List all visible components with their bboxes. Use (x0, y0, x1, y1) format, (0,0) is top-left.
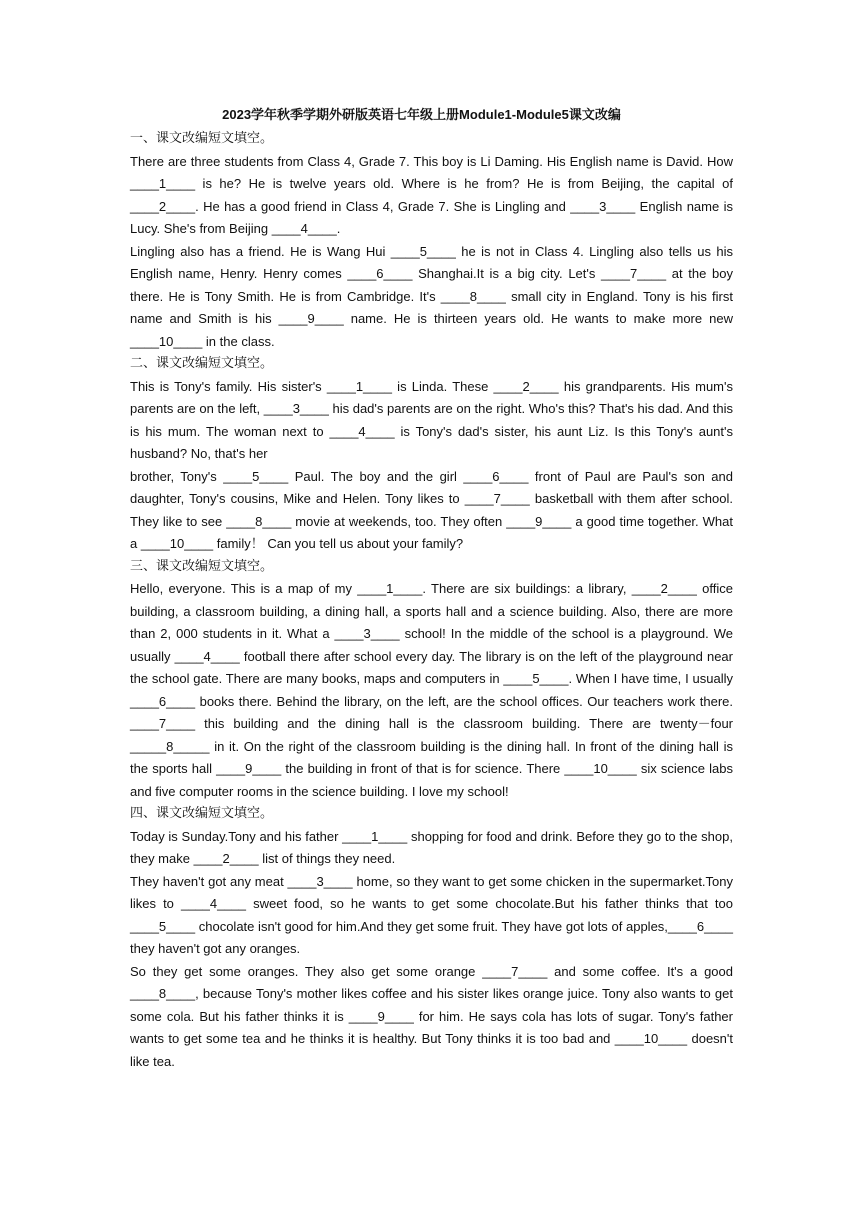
paragraph: They haven't got any meat ____3____ home, so they want to get some chicken in the supermarket.Tony likes to ____4____ sweet food, so he wants to get some chocolate.But his father thinks that too ____5____ chocolate isn't good for him.And they get some fruit. They have got lots of apples,____6____ they haven't got any oranges. (130, 873, 733, 956)
paragraph: Today is Sunday.Tony and his father ____1____ shopping for food and drink. Before they go to the shop, they make ____2____ list of things they need. (130, 828, 733, 866)
section-heading: 三、课文改编短文填空。 (130, 558, 274, 574)
paragraph: There are three students from Class 4, Grade 7. This boy is Li Daming. His English name is David. How ____1____ is he? He is twelve years old. Where is he from? He is from Beijing, the capital of ____2____. He has a good friend in Class 4, Grade 7. She is Lingling and ____3____ English name is Lucy. She's from Beijing ____4____. (130, 153, 733, 236)
section-heading: 二、课文改编短文填空。 (130, 356, 274, 371)
paragraph: So they get some oranges. They also get some orange ____7____ and some coffee. It's a good ____8____, because Tony's mother likes coffee and his sister likes orange juice. Tony also wants to get some cola. But his father thinks it is ____9____ for him. He says cola has lots of sugar. Tony's father wants to get some tea and he thinks it is healthy. But Tony thinks it is too bad and ____10____ doesn't like tea. (130, 963, 733, 1069)
section-3 (130, 556, 733, 804)
section-1 (130, 128, 733, 353)
section-heading: 一、课文改编短文填空。 (130, 131, 274, 146)
paragraph: Lingling also has a friend. He is Wang Hui ____5____ he is not in Class 4. Lingling also tells us his English name, Henry. Henry comes ____6____ Shanghai.It is a big city. Let's ____7____ at the boy there. He is Tony Smith. He is from Cambridge. It's ____8____ small city in England. Tony is his first name and Smith is his ____9____ name. He is thirteen years old. He wants to make more new ____10____ in the class. (130, 243, 733, 349)
section-heading: 四、课文改编短文填空。 (130, 806, 274, 821)
paragraph: This is Tony's family. His sister's ____1____ is Linda. These ____2____ his grandparents. His mum's parents are on the left, ____3____ his dad's parents are on the right. Who's this? That's his dad. And this is his mum. The woman next to ____4____ is Tony's dad's sister, his aunt Liz. Is this Tony's aunt's husband? No, that's her (130, 378, 733, 461)
paragraph: Hello, everyone. This is a map of my ____1____. There are six buildings: a library, ____2____ office building, a classroom building, a dining hall, a sports hall and a science building. Also, there are more than 2, 000 students in it. What a ____3____ school! In the middle of the school is a playground. We usually ____4____ football there after school every day. The library is on the left of the playground near the school gate. There are many books, maps and computers in ____5____. When I have time, I usually ____6____ books there. Behind the library, on the left, are the school offices. Our teachers work there. ____7____ this building and the dining hall is the classroom building. There are twenty－four _____8_____ in it. On the right of the classroom building is the dining hall. In front of the dining hall is the sports hall ____9____ the building in front of that is for science. There ____10____ six science labs and five computer rooms in the science building. I love my school! (130, 581, 733, 799)
section-2 (130, 353, 733, 556)
section-4 (130, 803, 733, 1073)
document-title: 2023学年秋季学期外研版英语七年级上册Module1-Module5课文改编 (222, 107, 621, 122)
paragraph: brother, Tony's ____5____ Paul. The boy and the girl ____6____ front of Paul are Paul's son and daughter, Tony's cousins, Mike and Helen. Tony likes to ____7____ basketball with them after school. They like to see ____8____ movie at weekends, too. They often ____9____ a good time together. What a ____10____ family！ Can you tell us about your family? (130, 468, 733, 551)
document-page (130, 104, 733, 1073)
